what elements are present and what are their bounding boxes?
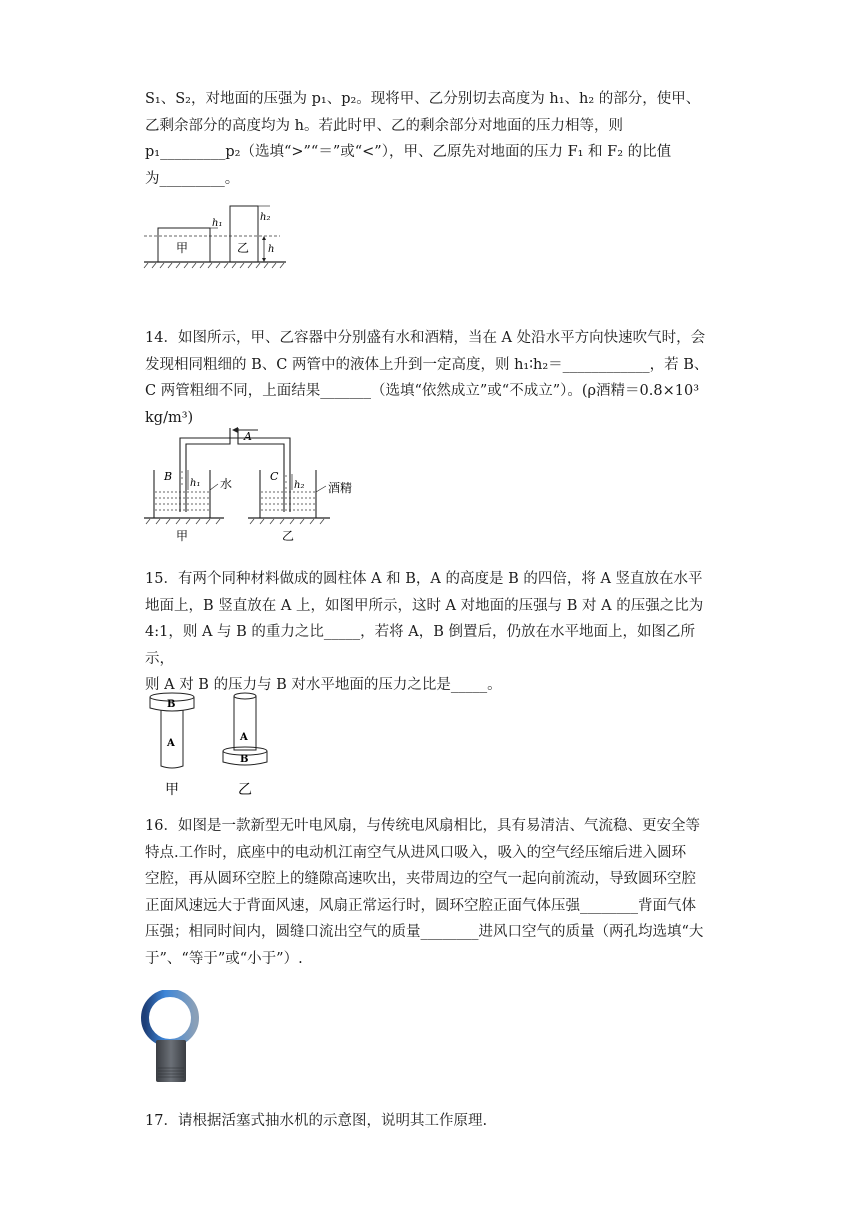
- q13-line-2: 乙剩余部分的高度均为 h。若此时甲、乙的剩余部分对地面的压力相等，则: [145, 117, 623, 134]
- question-17-text: [145, 1108, 715, 1135]
- q16-line-5: 压强；相同时间内，圆缝口流出空气的质量________进风口空气的质量（两孔均选填“大: [145, 924, 704, 940]
- q16-line-4: 正面风速远大于背面风速，风扇正常运行时，圆环空腔正面气体压强________背面气体: [145, 897, 696, 914]
- q15-label-jia: 甲: [165, 782, 179, 798]
- q14-label-h1: h₁: [190, 478, 201, 489]
- q15-line-3: 4:1，则 A 与 B 的重力之比_____，若将 A，B 倒置后，仍放在水平地面上，如图乙所示，: [145, 624, 695, 667]
- q16-line-3: 空腔，再从圆环空腔上的缝隙高速吹出，夹带周边的空气一起向前流动，导致圆环空腔: [145, 871, 696, 887]
- q16-line-1: 16．如图是一款新型无叶电风扇，与传统电风扇相比，具有易清洁、气流稳、更安全等: [145, 818, 700, 834]
- q15-figure: [145, 688, 285, 800]
- q17-line-1: 17．请根据活塞式抽水机的示意图，说明其工作原理.: [145, 1113, 488, 1129]
- q13-line-1: S₁、S₂，对地面的压强为 p₁、p₂。现将甲、乙分别切去高度为 h₁、h₂ 的部分，使甲、: [145, 91, 701, 107]
- q14-label-alcohol: 酒精: [328, 481, 353, 495]
- q16-line-2: 特点.工作时，底座中的电动机江南空气从进风口吸入，吸入的空气经压缩后进入圆环: [145, 844, 687, 861]
- q14-figure: [140, 420, 370, 550]
- question-13-text: [145, 86, 715, 192]
- question-16-text: [145, 813, 715, 972]
- q13-label-jia: 甲: [176, 241, 189, 255]
- container-jia: [154, 470, 210, 518]
- q14-label-C: C: [270, 470, 279, 483]
- q14-label-jia: 甲: [176, 529, 189, 543]
- q15-yi-label-A: A: [240, 732, 248, 743]
- q13-label-h2: h₂: [260, 212, 271, 223]
- q15-line-1: 15．有两个同种材料做成的圆柱体 A 和 B，A 的高度是 B 的四倍，将 A 竖直放在水平: [145, 571, 703, 587]
- q15-yi-label-B: B: [240, 754, 249, 765]
- q14-line-2: 发现相同粗细的 B、C 两管中的液体上升到一定高度，则 h₁∶h₂＝____________，若 B、: [145, 356, 709, 373]
- q16-line-6: 于”、“等于”或“小于”）.: [145, 950, 303, 967]
- q14-line-1: 14．如图所示，甲、乙容器中分别盛有水和酒精，当在 A 处沿水平方向快速吹气时，会: [145, 330, 706, 346]
- q14-label-yi: 乙: [282, 529, 295, 543]
- q14-label-B: B: [164, 470, 173, 483]
- q13-line-4: 为_________。: [145, 170, 240, 187]
- q13-figure: [140, 200, 290, 272]
- q14-line-3: C 两管粗细不同，上面结果_______（选填“依然成立”或“不成立”）。(ρ酒精＝0.8×10³ kg/m³): [145, 383, 700, 426]
- q15-line-4: 则 A 对 B 的压力与 B 对水平地面的压力之比是_____。: [145, 677, 502, 693]
- q13-label-h1: h₁: [212, 218, 223, 229]
- q14-label-A: A: [244, 430, 252, 443]
- q13-label-h: h: [268, 244, 275, 255]
- question-14-text: [145, 325, 715, 431]
- q15-line-2: 地面上，B 竖直放在 A 上，如图甲所示，这时 A 对地面的压强与 B 对 A 的压强之比为: [145, 597, 704, 614]
- q16-bladeless-fan-image: [140, 990, 200, 1086]
- q13-line-3: p₁_________p₂（选填“>”“＝”或“<”），甲、乙原先对地面的压力 F₁ 和 F₂ 的比值: [145, 144, 672, 160]
- q14-label-water: 水: [220, 477, 233, 491]
- q13-label-yi: 乙: [237, 241, 250, 255]
- q15-jia-label-A: A: [167, 738, 175, 749]
- container-yi: [260, 470, 316, 518]
- q14-label-h2: h₂: [294, 480, 305, 491]
- question-15-text: [145, 566, 715, 699]
- q15-jia-label-B: B: [167, 699, 176, 710]
- q15-label-yi: 乙: [238, 782, 252, 798]
